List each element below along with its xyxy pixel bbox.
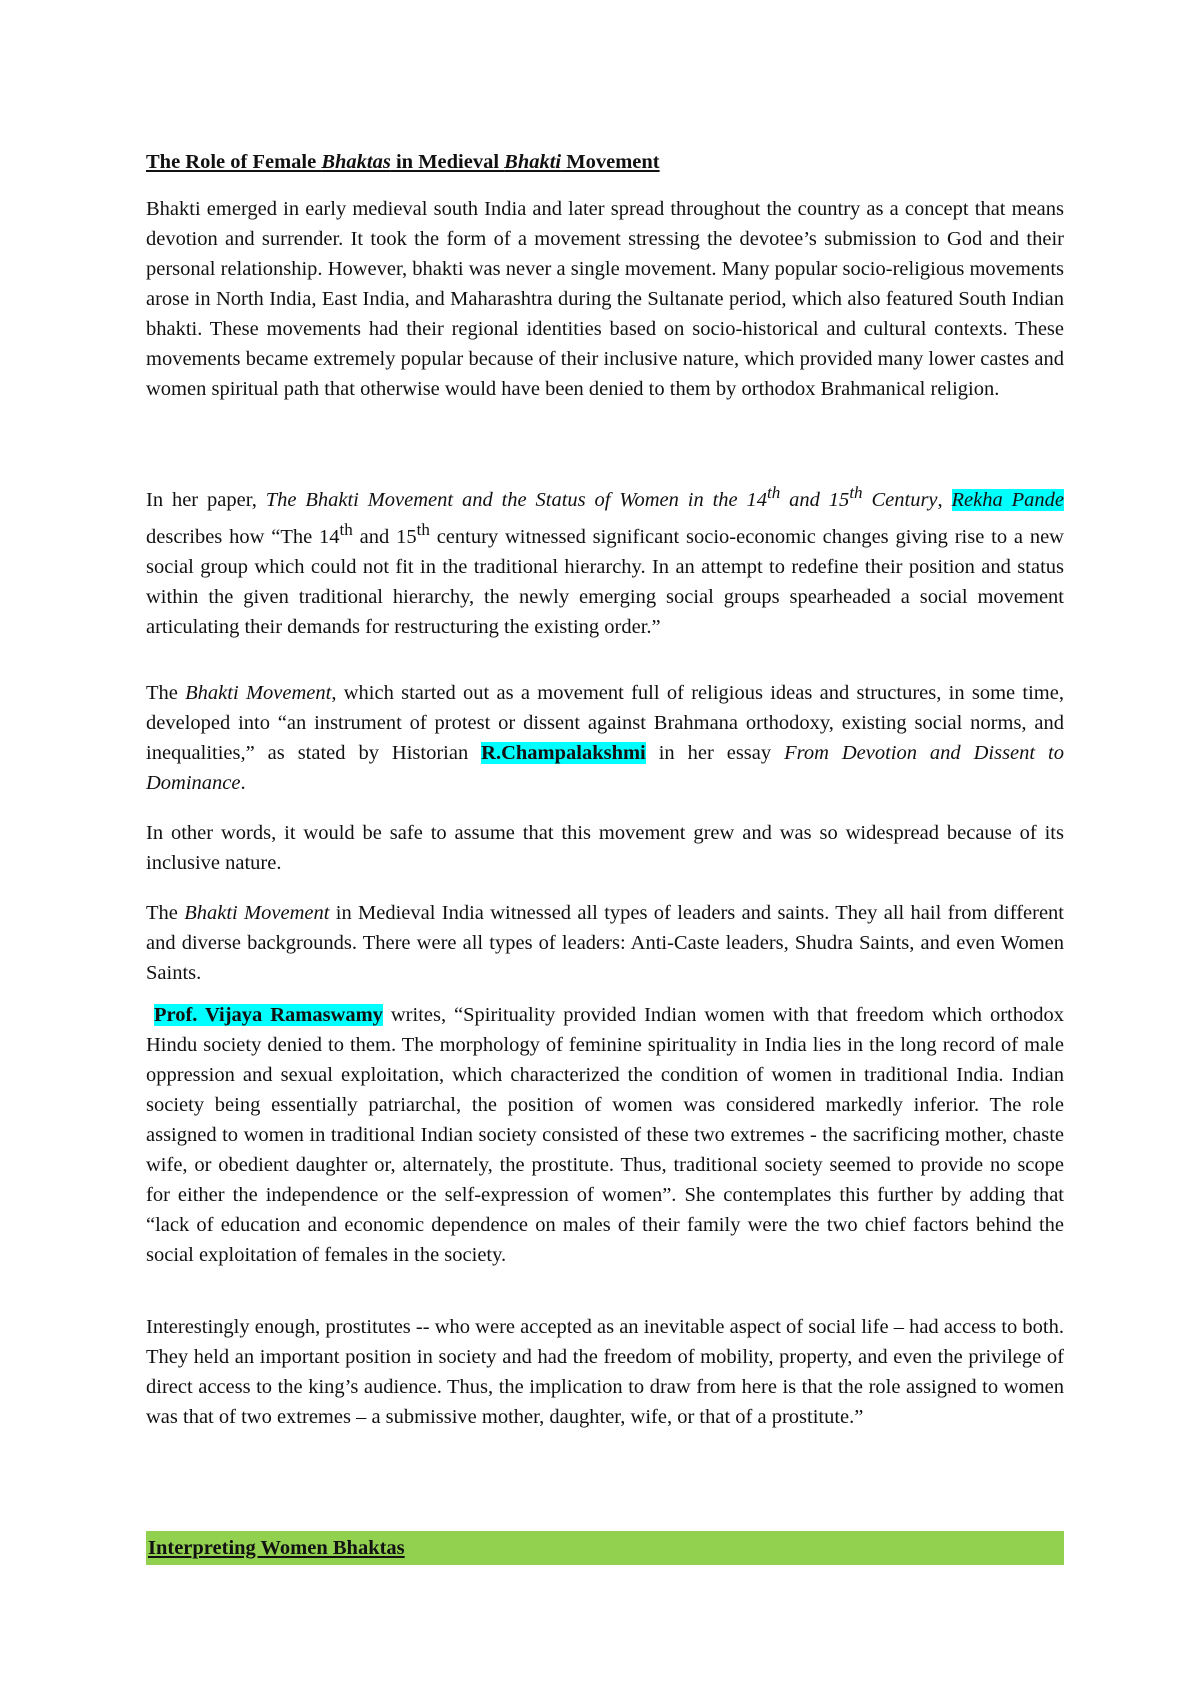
p3-text-b: , which started out as a movement full of religious ideas and structures, in some time, developed into “an instrument of protest or dissent against Brahmana orthodoxy, existing social norms, and inequalities,” as stated by Historian [146, 682, 1064, 764]
p2-intro: In her paper, [146, 488, 266, 511]
title-part-1: The Role of Female [146, 151, 322, 173]
p3-text-a: The [146, 682, 186, 704]
document-page [146, 0, 1064, 1696]
title-part-3: Movement [561, 151, 660, 173]
p2-sup-3: th [339, 519, 353, 539]
p2-text-a: describes how “The 14 [146, 525, 340, 548]
p3-italic-bhakti-movement: Bhakti Movement [185, 682, 332, 704]
p3-text-c: in her essay [645, 742, 785, 764]
paragraph-rekha-pande [146, 478, 1064, 642]
p3-text-d: . [240, 772, 246, 794]
paragraph-vijaya-ramaswamy [146, 1000, 1064, 1270]
p2-sup-4: th [416, 519, 430, 539]
section-heading: Interpreting Women Bhaktas [148, 1537, 405, 1559]
title-part-2: in Medieval [390, 151, 505, 173]
paper-title-part-c: Century [862, 488, 938, 511]
highlighted-author-rekha-pande: Rekha Pande [951, 488, 1064, 511]
paper-title-sup-1: th [767, 483, 781, 502]
p2-text-c: century witnessed significant socio-economic changes giving rise to a new social group which could not fit in the traditional hierarchy. In an attempt to redefine their position and status within the given traditional hierarchy, the newly emerging social groups spearheaded a social movement articulating their demands for restructuring the existing order.” [146, 525, 1064, 638]
title-italic-bhaktas: Bhaktas [321, 151, 391, 173]
p5-text-b: in Medieval India witnessed all types of leaders and saints. They all hail from different and diverse backgrounds. There were all types of leaders: Anti-Caste leaders, Shudra Saints, and even Women Saints. [146, 902, 1064, 984]
p5-text-a: The [146, 902, 185, 924]
highlighted-author-vijaya-ramaswamy: Prof. Vijaya Ramaswamy [153, 1004, 383, 1026]
paper-title-sup-2: th [849, 483, 863, 502]
paper-title-part-b: and 15 [780, 488, 850, 511]
p2-comma: , [937, 488, 943, 511]
paragraph-prostitutes: Interestingly enough, prostitutes -- who were accepted as an inevitable aspect of social life – had access to both. They held an important position in society and had the freedom of mobility, property, and even the privilege of direct access to the king’s audience. Thus, the implication to draw from here is that the role assigned to women was that of two extremes – a submissive mother, daughter, wife, or that of a prostitute.” [146, 1316, 1064, 1428]
p6-text: writes, “Spirituality provided Indian women with that freedom which orthodox Hindu society denied to them. The morphology of feminine spirituality in India lies in the long record of male oppression and sexual exploitation, which characterized the condition of women in traditional India. Indian society being essentially patriarchal, the position of women was considered markedly inferior. The role assigned to women in traditional Indian society consisted of these two extremes - the sacrificing mother, chaste wife, or obedient daughter or, alternately, the prostitute. Thus, traditional society seemed to provide no scope for either the independence or the self-expression of women”. She contemplates this further by adding that “lack of education and economic dependence on males of their family were the two chief factors behind the social exploitation of females in the society. [146, 1004, 1064, 1266]
paragraph-bhakti-intro: Bhakti emerged in early medieval south India and later spread throughout the country as a concept that means devotion and surrender. It took the form of a movement stressing the devotee’s submission to God and their personal relationship. However, bhakti was never a single movement. Many popular socio-religious movements arose in North India, East India, and Maharashtra during the Sultanate period, which also featured South Indian bhakti. These movements had their regional identities based on socio-historical and cultural contexts. These movements became extremely popular because of their inclusive nature, which provided many lower castes and women spiritual path that otherwise would have been denied to them by orthodox Brahmanical religion. [146, 198, 1064, 400]
paragraph-other-words: In other words, it would be safe to assume that this movement grew and was so widespread because of its inclusive nature. [146, 822, 1064, 874]
title-italic-bhakti: Bhakti [504, 151, 562, 173]
essay-title: From Devotion and Dissent to Dominance [146, 742, 1064, 794]
highlighted-author-champalakshmi: R.Champalakshmi [481, 742, 646, 764]
paper-title-part-a: The Bhakti Movement and the Status of Women in the 14 [265, 488, 768, 511]
document-title [146, 148, 660, 176]
p5-italic-bhakti-movement: Bhakti Movement [184, 902, 330, 924]
paragraph-leaders-saints [146, 898, 1064, 988]
section-heading-bar [146, 1531, 1064, 1565]
p2-text-b: and 15 [352, 525, 417, 548]
paragraph-champalakshmi [146, 678, 1064, 798]
paper-title [265, 483, 938, 511]
